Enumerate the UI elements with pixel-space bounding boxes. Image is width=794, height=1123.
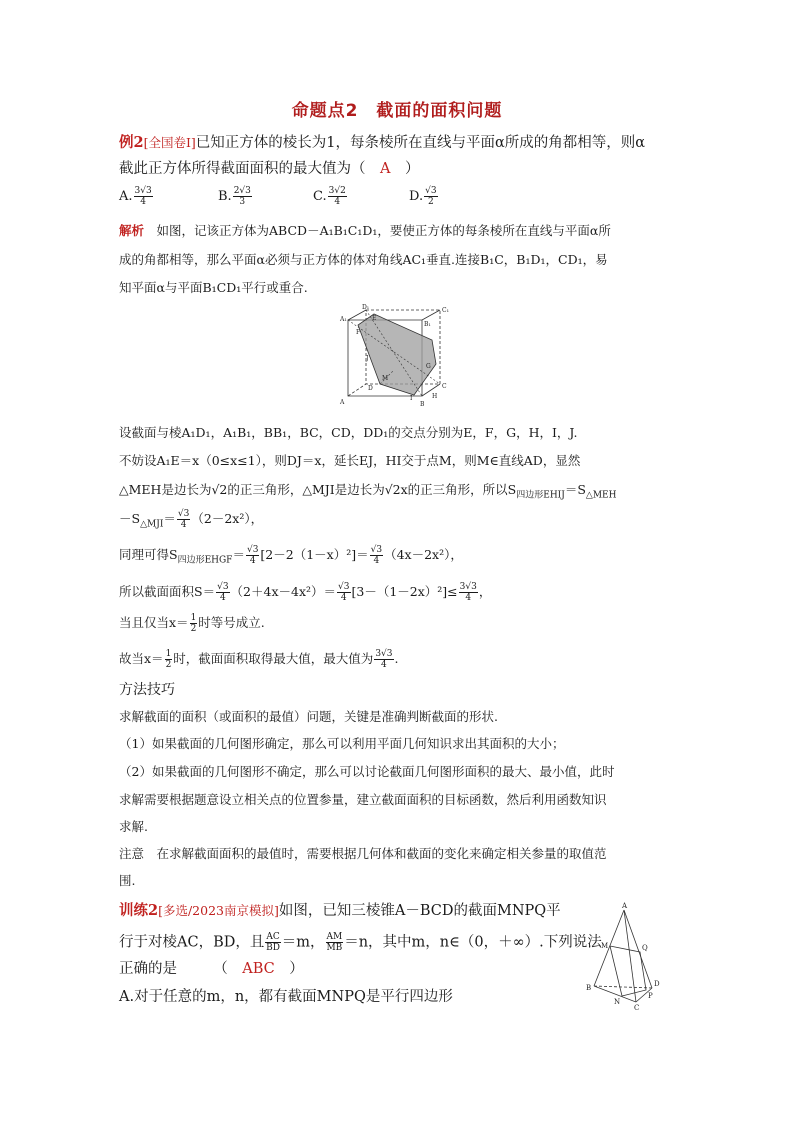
- label-c1: C₁: [442, 307, 449, 314]
- solution-line-3: 知平面α与平面B₁CD₁平行或重合.: [119, 280, 308, 295]
- solution-line-8: [119, 545, 463, 570]
- training-text-1: 如图，已知三棱锥A－BCD的截面MNPQ平: [278, 903, 561, 919]
- solution-line-7: [119, 509, 263, 534]
- frac-den: BD: [266, 943, 280, 953]
- frac-den: 4: [465, 593, 472, 603]
- cube-edge: [422, 310, 440, 320]
- example-line-1: [119, 134, 645, 152]
- solution-text-9c: [3－（1－2x）²]≤: [351, 584, 458, 599]
- frac-num: 3√3: [375, 649, 393, 659]
- label-n: N: [614, 998, 621, 1006]
- label-d: D: [368, 385, 373, 392]
- solution-text-6a: △MEH是边长为√2的正三角形，△MJI是边长为√2x的正三角形，所以S: [119, 482, 517, 497]
- note-line-2: 围.: [119, 873, 136, 888]
- training-text-3b: （: [220, 961, 243, 977]
- edge-ad: [624, 910, 652, 988]
- subscript: △MEH: [585, 490, 617, 501]
- subscript: 四边形EHIJ: [516, 490, 565, 501]
- subscript: △MJI: [140, 519, 164, 530]
- option-c: [313, 186, 348, 207]
- option-a: [119, 186, 154, 207]
- label-d1: D₁: [362, 304, 370, 311]
- frac-den: 4: [249, 556, 256, 566]
- frac-num: AM: [326, 932, 343, 942]
- label-e: E: [372, 315, 377, 322]
- fraction-sqrt3-over-4: [337, 582, 350, 603]
- frac-num: √3: [177, 509, 190, 519]
- frac-den: 4: [381, 660, 387, 670]
- cube-edge-hidden: [348, 384, 366, 396]
- solution-text-7a: －S: [119, 511, 141, 526]
- frac-num-a: 2: [233, 186, 240, 196]
- fraction-one-half: [190, 613, 198, 634]
- training-source: [多选/2023南京模拟]: [158, 903, 279, 918]
- tips-line-4: 求解需要根据题意设立相关点的位置参量，建立截面面积的目标函数，然后利用函数知识: [119, 792, 607, 807]
- training-text-2a: 行于对棱AC，BD，且: [119, 934, 265, 951]
- solution-line-10: [119, 613, 265, 634]
- fraction-sqrt3-over-4: [370, 545, 383, 566]
- label-q: Q: [642, 944, 648, 952]
- solution-text-10a: 当且仅当x＝: [119, 615, 189, 630]
- tips-line-2: （1）如果截面的几何图形确定，那么可以利用平面几何知识求出其面积的大小；: [119, 736, 565, 751]
- frac-num-a: 3: [328, 186, 335, 196]
- option-d-label: D.: [409, 189, 424, 204]
- solution-line-4: 设截面与棱A₁D₁，A₁B₁，BB₁，BC，CD，DD₁的交点分别为E，F，G，H，I，J.: [119, 425, 578, 440]
- training-label: 训练: [119, 902, 148, 919]
- training-text-2c: ＝n，其中m，n∈（0，＋∞）.下列说法: [344, 934, 602, 951]
- frac-den: 2: [427, 197, 434, 207]
- option-b-label: B.: [218, 189, 232, 204]
- note-line-1: [119, 845, 607, 863]
- frac-num: √3: [370, 545, 383, 555]
- example-source: [全国卷Ⅰ]: [143, 135, 196, 150]
- training-line-3: [119, 960, 304, 978]
- solution-text-11a: 故当x＝: [119, 651, 164, 666]
- solution-text-8d: （4x－2x²），: [384, 547, 463, 562]
- frac-den: 2: [165, 660, 172, 670]
- label-b: B: [586, 984, 592, 992]
- frac-num: √3: [338, 582, 350, 592]
- training-line-4: A.对于任意的m，n，都有截面MNPQ是平行四边形: [119, 989, 453, 1005]
- option-a-frac: [134, 186, 153, 207]
- frac-den: 4: [140, 197, 146, 207]
- fraction-ac-over-bd: [265, 932, 280, 953]
- solution-text-9b: （2＋4x－4x²）＝: [230, 584, 337, 599]
- label-h: H: [432, 393, 438, 400]
- frac-den: MB: [326, 943, 343, 953]
- solution-text-1: 如图，记该正方体为ABCD－A₁B₁C₁D₁，要使正方体的每条棱所在直线与平面α所: [156, 223, 611, 238]
- subscript: 四边形EHGF: [177, 555, 233, 566]
- fraction-sqrt3-over-4: [177, 509, 190, 530]
- label-a1: A₁: [340, 316, 347, 323]
- label-f: F: [356, 329, 361, 336]
- label-c: C: [442, 383, 447, 390]
- fraction-one-half: [165, 649, 173, 670]
- training-line-2: [119, 932, 602, 953]
- frac-num: 3√3: [459, 582, 477, 592]
- option-c-label: C.: [313, 189, 327, 204]
- label-d: D: [654, 980, 660, 988]
- option-a-label: A.: [119, 189, 133, 204]
- example-answer: A: [380, 161, 391, 177]
- edge-bd: [594, 986, 652, 988]
- solution-text-8b: ＝: [232, 547, 245, 562]
- frac-den: 4: [334, 197, 341, 207]
- solution-label: 解析: [119, 223, 145, 238]
- solution-text-7b: ＝: [163, 511, 176, 526]
- solution-line-1: [119, 222, 611, 240]
- training-text-3a: 正确的是: [119, 961, 177, 977]
- solution-text-9d: ，: [478, 584, 492, 599]
- frac-den: 4: [180, 520, 187, 530]
- example-question-2: 截此正方体所得截面面积的最大值为（: [119, 161, 380, 177]
- example-number: 2: [133, 134, 144, 151]
- label-m: M: [601, 942, 609, 950]
- frac-num-b: √2: [334, 186, 346, 196]
- frac-num-b: √3: [239, 186, 251, 196]
- option-d: [409, 186, 439, 207]
- solution-line-2: 成的角都相等，那么平面α必须与正方体的体对角线AC₁垂直.连接B₁C，B₁D₁，CD₁，易: [119, 252, 608, 267]
- example-question-close: ）: [390, 161, 420, 177]
- frac-den: 2: [190, 624, 197, 634]
- solution-text-7c: （2－2x²），: [191, 511, 264, 526]
- training-text-3c: ）: [274, 961, 304, 977]
- tips-line-1: 求解截面的面积（或面积的最值）问题，关键是准确判断截面的形状.: [119, 709, 498, 724]
- option-b-frac: [233, 186, 252, 207]
- label-a: A: [622, 902, 628, 910]
- cube-edge: [422, 384, 440, 396]
- option-d-frac: [424, 186, 437, 207]
- training-number: 2: [148, 902, 159, 919]
- frac-num: √3: [425, 186, 437, 196]
- fraction-sqrt3-over-4: [246, 545, 259, 566]
- frac-num: AC: [266, 932, 280, 942]
- frac-num: 3√3: [134, 186, 152, 196]
- frac-num: √3: [246, 545, 259, 555]
- frac-den: 3: [239, 197, 246, 207]
- tips-heading: 方法技巧: [119, 682, 175, 698]
- frac-num: √3: [217, 582, 229, 592]
- training-answer: ABC: [242, 961, 275, 977]
- solution-line-11: [119, 649, 398, 670]
- edge-ac: [624, 910, 636, 1002]
- frac-den: 4: [340, 593, 347, 603]
- solution-text-10b: 时等号成立.: [198, 615, 265, 630]
- fraction-am-over-mb: [326, 932, 344, 953]
- solution-line-5: 不妨设A₁E＝x（0≤x≤1），则DJ＝x，延长EJ，HI交于点M，则M∈直线AD，显然: [119, 453, 581, 468]
- tips-line-5: 求解.: [119, 819, 148, 834]
- frac-den: 4: [219, 593, 226, 603]
- tetrahedron-figure: [582, 900, 662, 1010]
- label-b: B: [420, 401, 425, 408]
- frac-num: [328, 186, 347, 197]
- fraction-sqrt3-over-4: [216, 582, 229, 603]
- frac-num: 1: [165, 649, 172, 659]
- solution-line-9: [119, 582, 491, 603]
- frac-num: [233, 186, 252, 197]
- example-question-1: 已知正方体的棱长为1，每条棱所在直线与平面α所成的角都相等，则α: [195, 135, 646, 151]
- solution-text-11c: .: [394, 651, 399, 666]
- fraction-3sqrt3-over-4: [374, 649, 393, 670]
- solution-text-9a: 所以截面面积S＝: [119, 584, 216, 599]
- label-j: J: [366, 355, 369, 362]
- option-b: [218, 186, 253, 207]
- cube-cross-section-figure: [336, 304, 454, 416]
- solution-text-8a: 同理可得S: [119, 547, 178, 562]
- option-c-frac: [328, 186, 347, 207]
- tips-line-3: （2）如果截面的几何图形不确定，那么可以讨论截面几何图形面积的最大、最小值，此时: [119, 764, 615, 779]
- label-p: P: [648, 992, 653, 1000]
- label-m: M: [382, 375, 389, 382]
- solution-text-8c: [2－2（1－x）²]＝: [260, 547, 369, 562]
- label-i: I: [410, 395, 413, 402]
- section-mnpq: [610, 946, 646, 996]
- solution-line-6: [119, 481, 616, 505]
- label-a: A: [340, 399, 345, 406]
- solution-text-11b: 时，截面面积取得最大值，最大值为: [173, 651, 374, 666]
- note-label: 注意: [119, 846, 145, 861]
- note-text: 在求解截面面积的最值时，需要根据几何体和截面的变化来确定相关参量的取值范: [156, 846, 607, 861]
- label-g: G: [426, 363, 431, 370]
- label-c: C: [634, 1004, 640, 1010]
- example-label: 例: [119, 134, 134, 151]
- frac-den: 4: [373, 556, 380, 566]
- training-line-1: [119, 902, 561, 920]
- page-title: 命题点2 截面的面积问题: [291, 101, 503, 121]
- example-line-2: [119, 160, 419, 178]
- fraction-3sqrt3-over-4: [459, 582, 478, 603]
- training-text-2b: ＝m，: [281, 934, 325, 951]
- frac-num: 1: [190, 613, 197, 623]
- solution-text-6b: ＝S: [564, 482, 586, 497]
- label-b1: B₁: [424, 321, 431, 328]
- cube-edge: [348, 310, 366, 320]
